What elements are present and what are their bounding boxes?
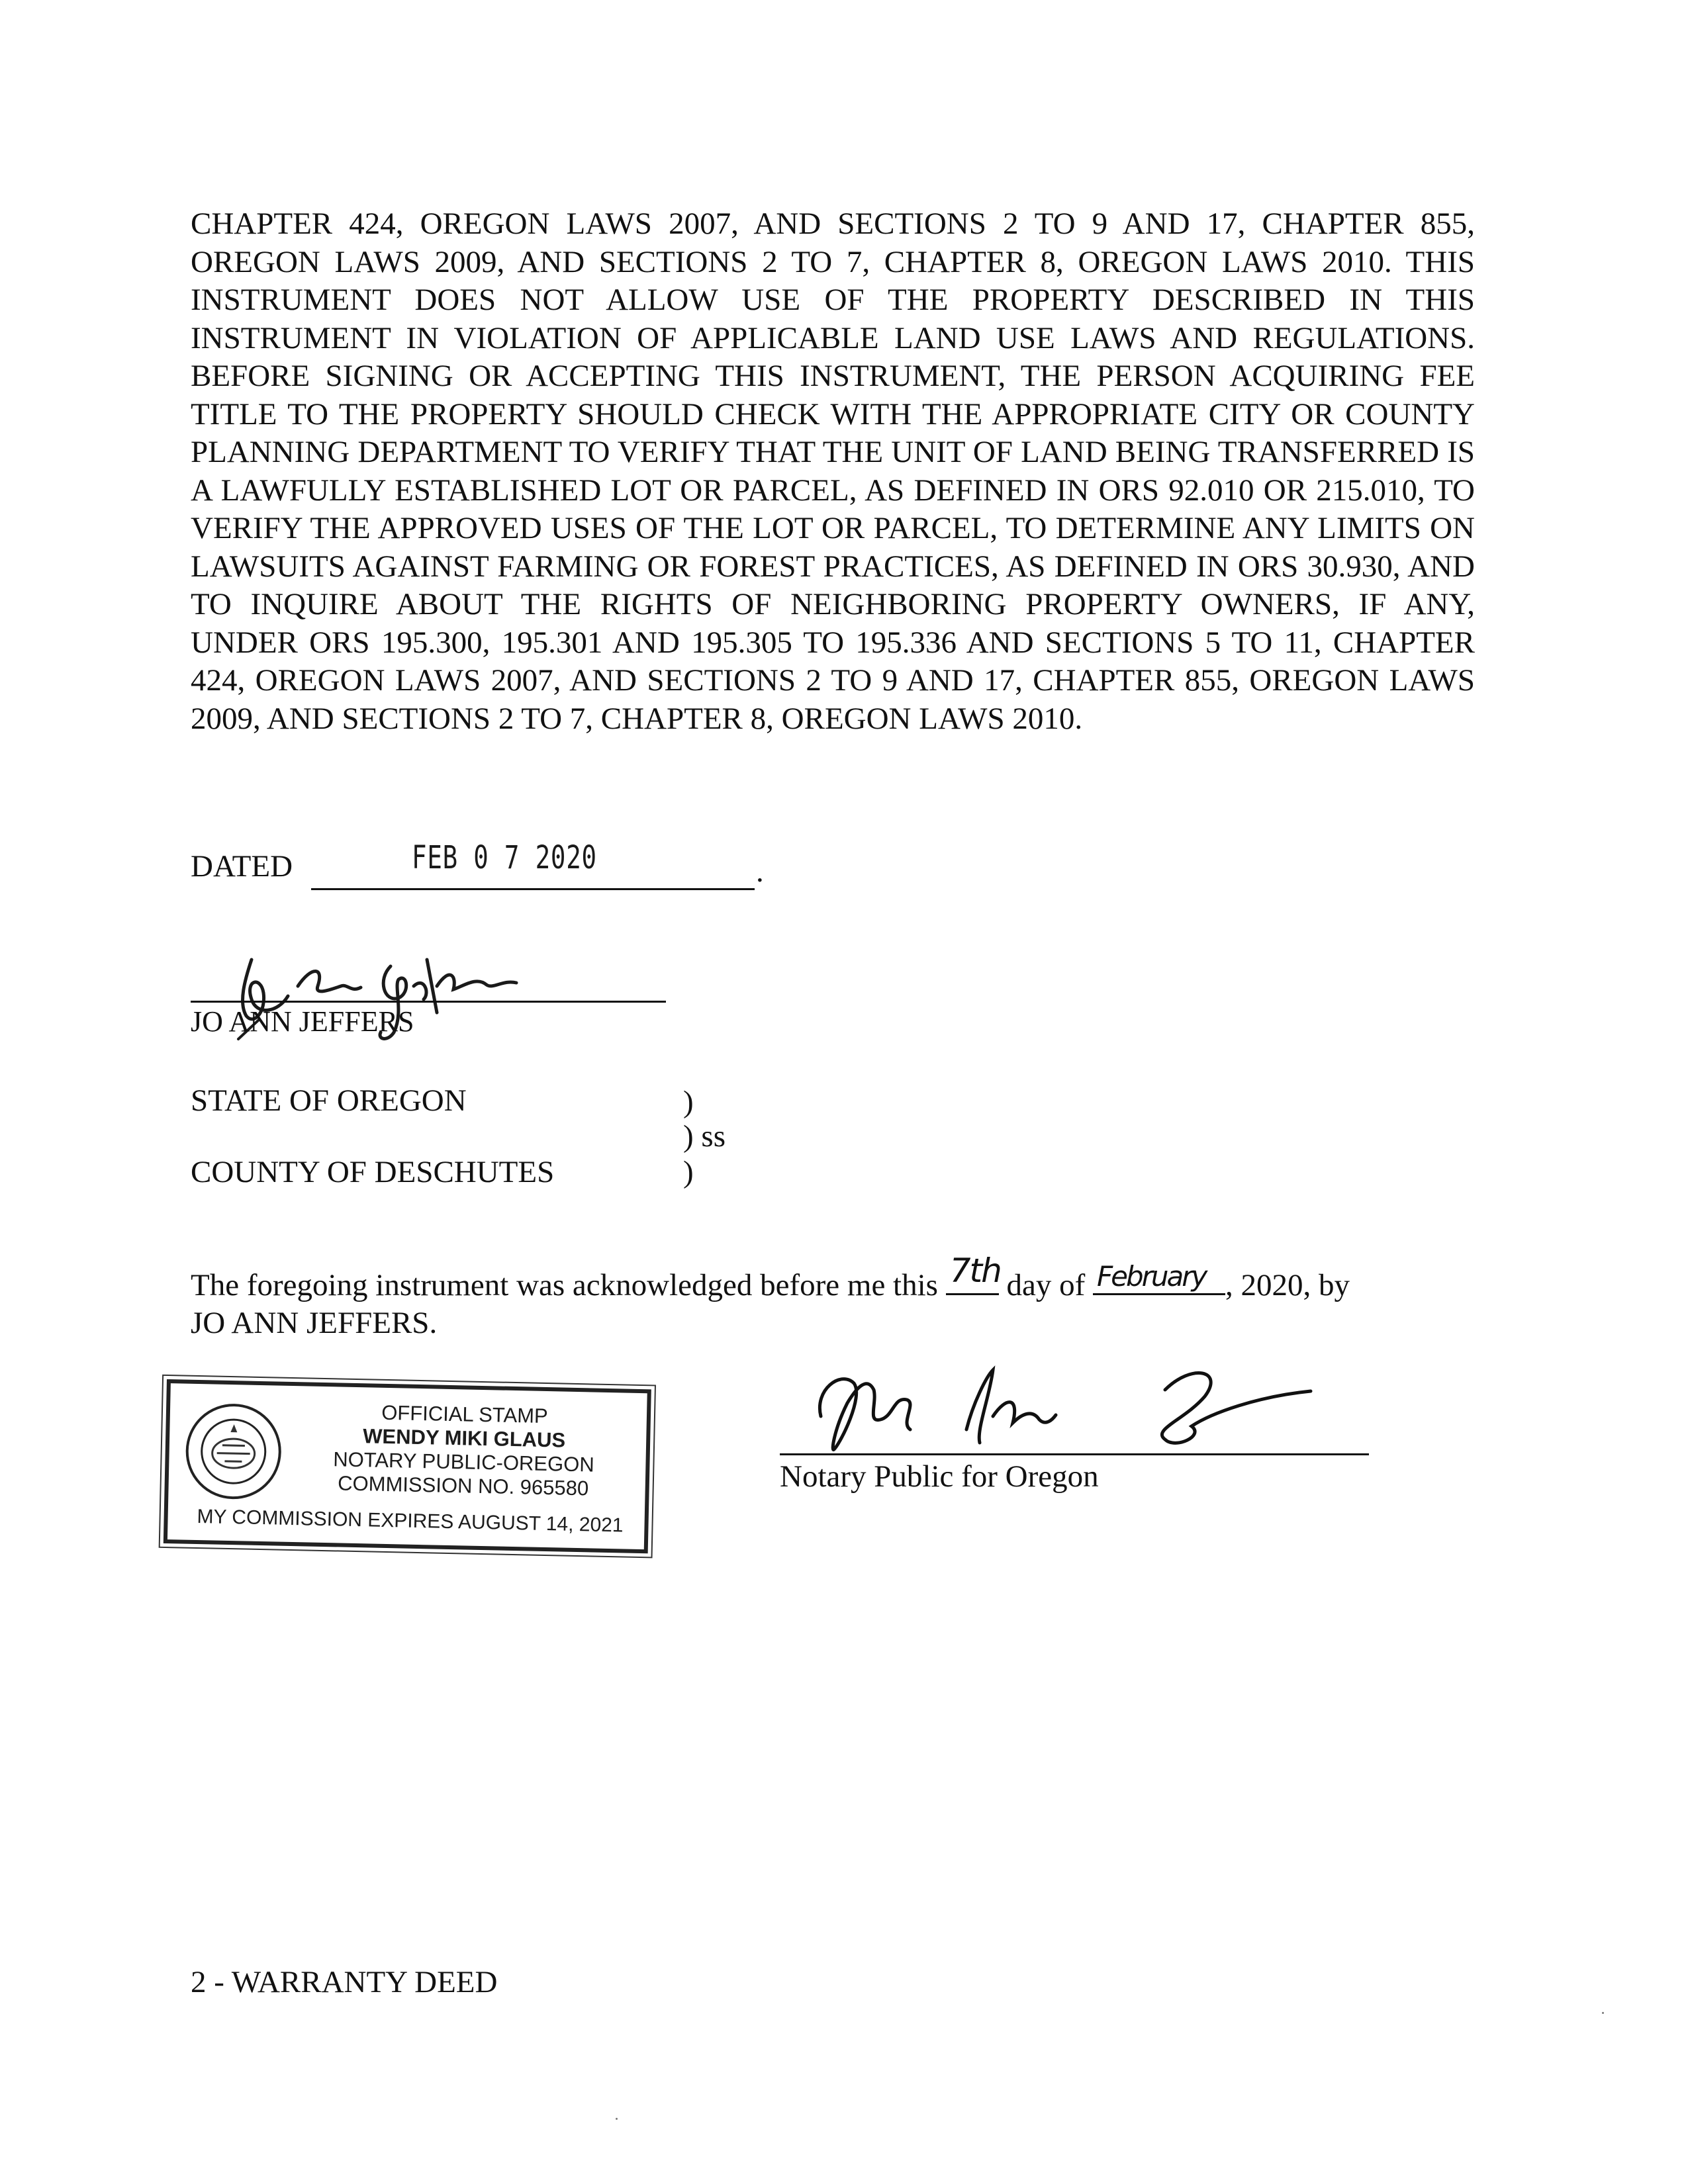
signer-name: JO ANN JEFFERS (191, 1005, 414, 1038)
dated-underline (311, 888, 755, 890)
dated-label: DATED (191, 849, 293, 884)
scan-speck (616, 2118, 618, 2120)
dated-period: . (756, 854, 764, 889)
dated-stamp-value: FEB 0 7 2020 (412, 839, 597, 876)
ack-day-blank (946, 1251, 1001, 1295)
grantor-signature-line (191, 1001, 666, 1003)
notary-stamp (164, 1379, 651, 1553)
ack-month-blank (1093, 1260, 1225, 1295)
ack-name-line: JO ANN JEFFERS. (191, 1306, 438, 1340)
ack-prefix: The foregoing instrument was acknowledged before me this (191, 1268, 938, 1302)
county-label: COUNTY OF DESCHUTES (191, 1155, 555, 1189)
ack-day-of: day of (1006, 1268, 1086, 1302)
state-label: STATE OF OREGON (191, 1083, 467, 1118)
scan-speck (1602, 2012, 1604, 2014)
venue-paren-top: ) (683, 1085, 694, 1119)
stamp-line-3: NOTARY PUBLIC-OREGON (332, 1447, 595, 1477)
stamp-expires: MY COMMISSION EXPIRES AUGUST 14, 2021 (197, 1506, 624, 1537)
stamp-line-4: COMMISSION NO. 965580 (337, 1471, 589, 1500)
venue-paren-bottom: ) (683, 1155, 694, 1189)
page-footer: 2 - WARRANTY DEED (191, 1965, 498, 1999)
notary-signature-line (780, 1453, 1369, 1455)
ack-month-handwritten: February (1096, 1260, 1206, 1293)
notary-signature (794, 1350, 1377, 1463)
body-paragraph: CHAPTER 424, OREGON LAWS 2007, AND SECTIONS 2 TO 9 AND 17, CHAPTER 855, OREGON LAWS 2009, AND SECTIONS 2 TO 7, CHAPTER 8, OREGON LAWS 2010. THIS INSTRUMENT DOES NOT ALLOW USE OF THE PROPERTY DESCRIBED IN THIS INSTRUMENT IN VIOLATION OF APPLICABLE LAND USE LAWS AND REGULATIONS. BEFORE SIGNING OR ACCEPTING THIS INSTRUMENT, THE PERSON ACQUIRING FEE TITLE TO THE PROPERTY SHOULD CHECK WITH THE APPROPRIATE CITY OR COUNTY PLANNING DEPARTMENT TO VERIFY THAT THE UNIT OF LAND BEING TRANSFERRED IS A LAWFULLY ESTABLISHED LOT OR PARCEL, AS DEFINED IN ORS 92.010 OR 215.010, TO VERIFY THE APPROVED USES OF THE LOT OR PARCEL, TO DETERMINE ANY LIMITS ON LAWSUITS AGAINST FARMING OR FOREST PRACTICES, AS DEFINED IN ORS 30.930, AND TO INQUIRE ABOUT THE RIGHTS OF NEIGHBORING PROPERTY OWNERS, IF ANY, UNDER ORS 195.300, 195.301 AND 195.305 TO 195.336 AND SECTIONS 5 TO 11, CHAPTER 424, OREGON LAWS 2007, AND SECTIONS 2 TO 9 AND 17, CHAPTER 855, OREGON LAWS 2009, AND SECTIONS 2 TO 7, CHAPTER 8, OREGON LAWS 2010. (191, 206, 1475, 736)
venue-paren-ss: ) ss (683, 1119, 726, 1154)
ack-day-handwritten: 7th (949, 1251, 1001, 1290)
stamp-line-1: OFFICIAL STAMP (381, 1400, 549, 1428)
ack-year-by: , 2020, by (1225, 1268, 1350, 1302)
state-seal-icon (183, 1401, 284, 1502)
stamp-line-2: WENDY MIKI GLAUS (362, 1424, 566, 1452)
notary-label: Notary Public for Oregon (780, 1459, 1099, 1494)
stamp-text-block (294, 1399, 633, 1502)
acknowledgment-text (191, 1251, 1350, 1342)
